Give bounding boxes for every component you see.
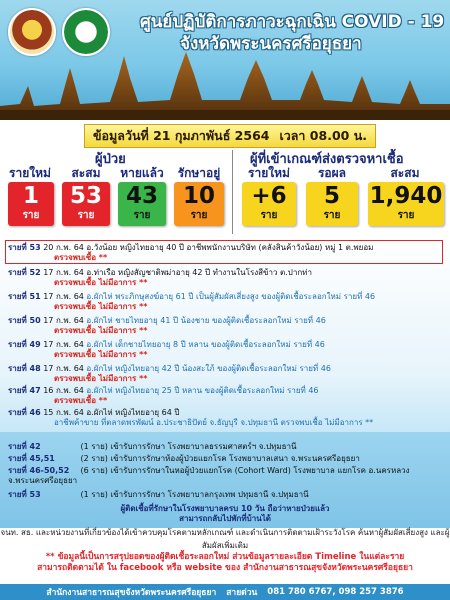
case-item-50: รายที่ 50 17 ก.พ. 64 อ.ผักไห่ ชายไทยอายุ 41 ปี น้องชาย ของผู้ติดเชื้อระลอกใหม่ รายที่ 46 ตรวจพบเชื้อ ไม่มีอาการ ** <box>8 316 326 335</box>
patients-total-value: 53 <box>69 183 102 209</box>
patients-new-box: 1 ราย <box>8 182 54 226</box>
case-item-47: รายที่ 47 16 ก.พ. 64 อ.ผักไห่ หญิงไทยอายุ 25 ปี หลาน ของผู้ติดเชื้อระลอกใหม่ รายที่ 46 ตรวจพบเชื้อ ** <box>8 386 319 405</box>
patients-recovered-label: หายแล้ว <box>120 166 164 180</box>
screening-new-value: +6 <box>251 183 287 209</box>
screening-new-box: +6 ราย <box>242 182 296 226</box>
date-bar <box>84 124 376 148</box>
hospital-row-46-52: รายที่ 46-50,52 (6 ราย) เข้ารับการรักษาในหอผู้ป่วยแยกโรค (Cohort Ward) โรงพยาบาล แยกโรค อ.นครหลวง จ.พระนครศรีอยุธยา <box>8 466 410 485</box>
stats-panel <box>0 148 450 236</box>
patients-recovered-box: 43 ราย <box>118 182 166 226</box>
screening-new-label: รายใหม่ <box>248 166 290 180</box>
report-time: เวลา 08.00 น. <box>279 128 367 143</box>
control-note: จนท. สธ. และหน่วยงานที่เกี่ยวข้องได้เข้าควบคุมโรคตามหลักเกณฑ์ และดำเนินการติดตามเฝ้าระวังโรค ค้นหาผู้สัมผัสเสี่ยงสูง และผู้สัมผัสเพิ่มเติม <box>0 528 450 550</box>
patients-total-label: สะสม <box>71 166 101 180</box>
case-item-51: รายที่ 51 17 ก.พ. 64 อ.ผักไห่ พระภิกษุสงฆ์อายุ 61 ปี เป็นผู้สัมผัสเสี่ยงสูง ของผู้ติดเชื้อระลอกใหม่ รายที่ 46 ตรวจพบเชื้อ ไม่มีอาการ ** <box>8 292 376 311</box>
hospital-row-45-51: รายที่ 45,51 (2 ราย) เข้ารับการรักษาห้องผู้ป่วยแยกโรค โรงพยาบาลเสนา จ.พระนครศรีอยุธยา <box>8 454 360 463</box>
footer-bar <box>0 584 450 600</box>
screening-total-label: สะสม <box>390 166 420 180</box>
timeline-note: ** ข้อมูลนี้เป็นการสรุปยอดของผู้ติดเชื้อระลอกใหม่ ส่วนข้อมูลรายละเอียด Timeline ในแต่ละราย สามารถติดตามได้ ใน facebook หรือ website ของ สำนักงานสาธารณสุขจังหวัดพระนครศรีอยุธยา <box>37 552 413 573</box>
report-date: ข้อมูลวันที่ 21 กุมภาพันธ์ 2564 <box>93 128 270 143</box>
hospital-row-53: รายที่ 53 (1 ราย) เข้ารับการรักษา โรงพยาบาลกรุงเทพ ปทุมธานี จ.ปทุมธานี <box>8 490 309 499</box>
patients-total-box: 53 ราย <box>62 182 110 226</box>
hospital-row-42: รายที่ 42 (1 ราย) เข้ารับการรักษา โรงพยาบาลธรรมศาสตร์ฯ จ.ปทุมธานี <box>8 442 297 451</box>
screening-total-value: 1,940 <box>369 183 443 209</box>
patients-title: ผู้ป่วย <box>95 152 126 167</box>
patients-treating-value: 10 <box>182 183 215 209</box>
recovery-note: ผู้ติดเชื้อที่รักษาในโรงพยาบาลครบ 10 วัน ถือว่าหายป่วยแล้ว สามารถกลับไปพักที่บ้านได้ <box>120 504 330 523</box>
page-subtitle: จังหวัดพระนครศรีอยุธยา <box>180 34 362 54</box>
case-item-46: รายที่ 46 15 ก.พ. 64 อ.ผักไห่ หญิงไทยอายุ 64 ปี อาชีพค้าขาย ที่ตลาดพรพัฒน์ อ.ประชาธิปัตย์ จ.ธัญบุรี จ.ปทุมธานี ตรวจพบเชื้อ ไม่มีอาการ ** <box>8 408 374 427</box>
case-item-52: รายที่ 52 17 ก.พ. 64 อ.ท่าเรือ หญิงสัญชาติพม่าอายุ 42 ปี ทำงานในโรงสีข้าว ต.ปากท่า ตรวจพบเชื้อ ไม่มีอาการ ** <box>8 268 312 287</box>
header-banner <box>0 0 450 120</box>
case-item-49: รายที่ 49 17 ก.พ. 64 อ.ผักไห่ เด็กชายไทยอายุ 8 ปี หลาน ของผู้ติดเชื้อระลอกใหม่ รายที่ 46 ตรวจพบเชื้อ ไม่มีอาการ ** <box>8 340 325 359</box>
patients-treating-box: 10 ราย <box>174 182 224 226</box>
screening-pending-box: 5 ราย <box>306 182 358 226</box>
case-item-53: รายที่ 53 20 ก.พ. 64 อ.วังน้อย หญิงไทยอายุ 40 ปี อาชีพพนักงานบริษัท (คลังสินค้าวังน้อย) หมู่ 1 ต.พยอม ตรวจพบเชื้อ ** <box>8 243 374 262</box>
page-title: ศูนย์ปฏิบัติการภาวะฉุกเฉิน COVID - 19 <box>140 12 445 32</box>
footer-hotline-label: สายด่วน <box>226 588 258 598</box>
screening-total-box: 1,940 ราย <box>368 182 444 226</box>
footer-org: สำนักงานสาธารณสุขจังหวัดพระนครศรีอยุธยา <box>46 588 217 598</box>
screening-pending-value: 5 <box>323 183 340 209</box>
case-item-48: รายที่ 48 17 ก.พ. 64 อ.ผักไห่ หญิงไทยอายุ 42 ปี น้องสะใภ้ ของผู้ติดเชื้อระลอกใหม่ รายที่ 46 ตรวจพบเชื้อ ไม่มีอาการ ** <box>8 364 331 383</box>
patients-recovered-value: 43 <box>125 183 158 209</box>
temple-silhouette-icon <box>0 48 450 120</box>
patients-new-value: 1 <box>22 183 39 209</box>
screening-pending-label: รอผล <box>317 166 347 180</box>
patients-new-label: รายใหม่ <box>9 166 51 180</box>
hospital-panel <box>0 432 450 528</box>
patients-treating-label: รักษาอยู่ <box>177 166 221 180</box>
stats-divider <box>232 150 233 234</box>
footer-hotline[interactable]: 081 780 6767, 098 257 3876 <box>267 587 404 597</box>
screening-title: ผู้ที่เข้าเกณฑ์ส่งตรวจหาเชื้อ <box>250 152 404 167</box>
